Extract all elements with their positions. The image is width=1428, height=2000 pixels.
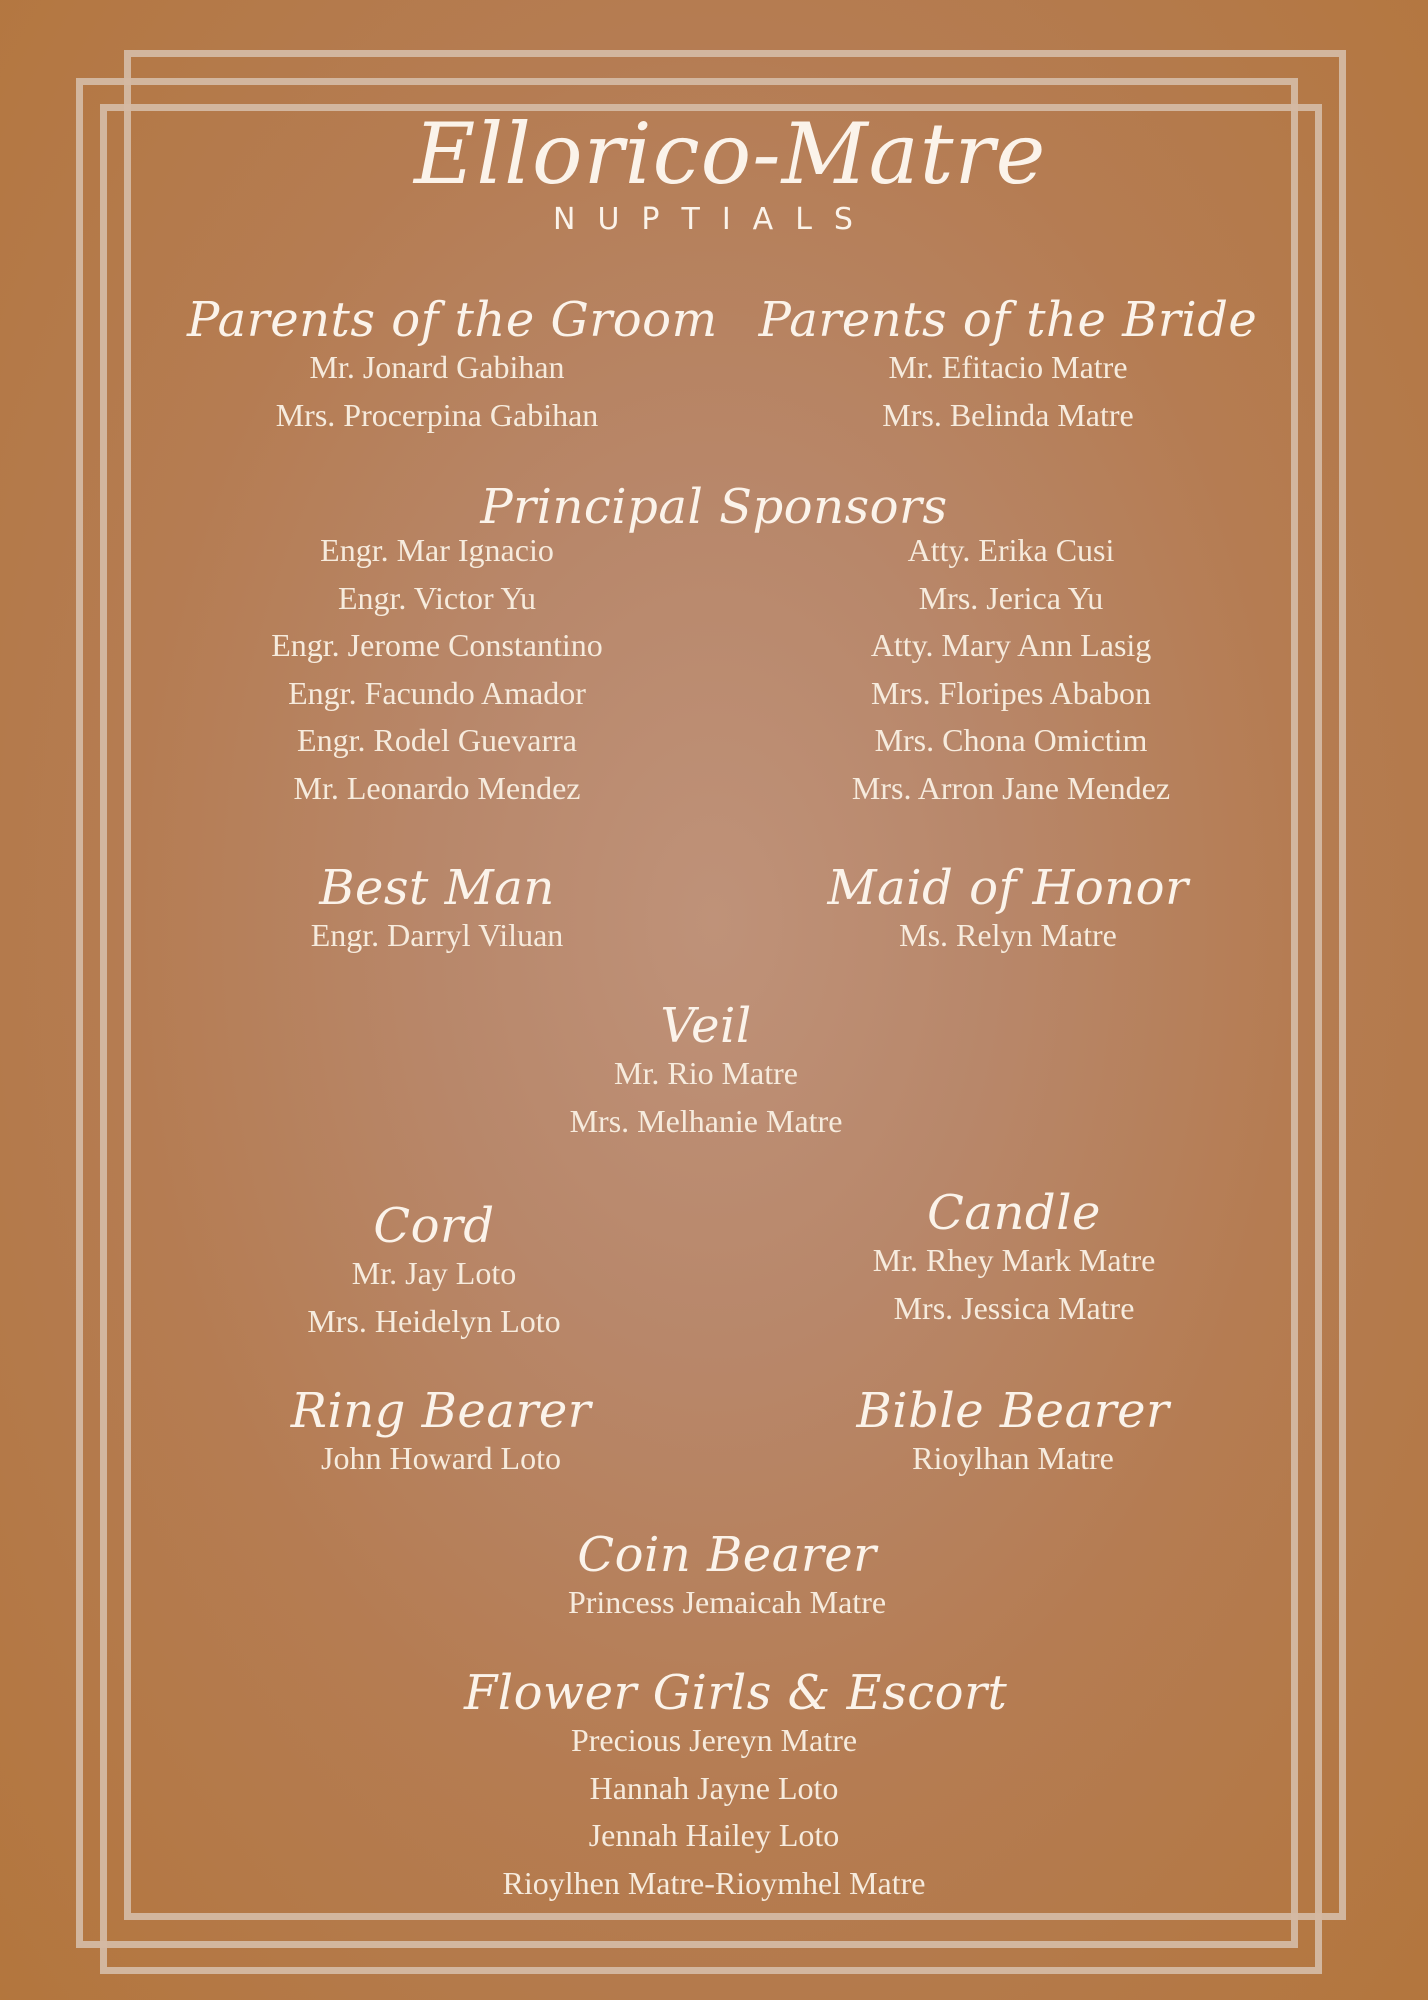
section-principal-sponsors-heading	[464, 479, 964, 535]
name-entry: Atty. Mary Ann Lasig	[870, 627, 1152, 663]
name-entry: Mrs. Chona Omictim	[874, 722, 1148, 758]
name-entry: Rioylhen Matre-Rioymhel Matre	[502, 1864, 926, 1901]
section-candle	[814, 1185, 1214, 1332]
name-entry: Mrs. Belinda Matre	[882, 396, 1134, 433]
principal-sponsors-left	[187, 527, 687, 812]
name-entry: Mr. Rhey Mark Matre	[872, 1242, 1156, 1278]
section-heading: Veil	[660, 998, 752, 1054]
name-list	[761, 527, 1261, 812]
section-flower-girls-escort	[464, 1665, 1008, 1907]
header	[414, 105, 1047, 237]
name-entry: Princess Jemaicah Matre	[567, 1584, 887, 1620]
section-ring-bearer	[241, 1383, 641, 1483]
name-list	[813, 1435, 1213, 1483]
name-list	[237, 912, 637, 960]
section-heading: Parents of the Groom	[187, 292, 718, 348]
name-entry: Mrs. Procerpina Gabihan	[275, 396, 599, 433]
name-entry: Engr. Darryl Viluan	[310, 917, 564, 953]
name-list	[814, 1237, 1214, 1332]
section-heading: Flower Girls & Escort	[464, 1665, 1008, 1721]
name-entry: Engr. Jerome Constantino	[271, 627, 603, 663]
name-list	[187, 527, 687, 812]
name-entry: Hannah Jayne Loto	[589, 1769, 839, 1806]
section-heading: Principal Sponsors	[480, 479, 948, 535]
section-maid-of-honor	[808, 860, 1208, 960]
name-entry: Mr. Efitacio Matre	[888, 349, 1128, 385]
name-list	[506, 1050, 906, 1145]
name-entry: Engr. Mar Ignacio	[320, 532, 554, 568]
name-entry: Mr. Jay Loto	[351, 1255, 517, 1291]
section-coin-bearer	[527, 1527, 927, 1627]
name-entry: Mrs. Jessica Matre	[893, 1289, 1135, 1326]
name-entry: Mrs. Arron Jane Mendez	[851, 769, 1171, 806]
section-parents-of-groom	[187, 292, 718, 439]
name-entry: Engr. Facundo Amador	[288, 674, 586, 711]
name-list	[758, 344, 1258, 439]
name-entry: Precious Jereyn Matre	[570, 1722, 858, 1758]
section-veil	[506, 998, 906, 1145]
section-parents-of-bride	[758, 292, 1258, 439]
name-list	[187, 344, 687, 439]
name-entry: Jennah Hailey Loto	[588, 1817, 840, 1853]
name-entry: Mrs. Jerica Yu	[918, 579, 1104, 616]
name-list	[241, 1435, 641, 1483]
name-entry: Mrs. Melhanie Matre	[569, 1102, 843, 1139]
couple-title: Ellorico-Matre	[414, 105, 1047, 203]
section-heading: Cord	[373, 1198, 495, 1254]
name-entry: Mrs. Heidelyn Loto	[307, 1302, 561, 1339]
name-entry: Engr. Rodel Guevarra	[297, 722, 577, 758]
name-entry: Mrs. Floripes Ababon	[871, 674, 1151, 711]
nuptials-subtitle: NUPTIALS	[553, 202, 875, 237]
section-heading: Maid of Honor	[827, 860, 1189, 916]
name-list	[527, 1579, 927, 1627]
section-heading: Ring Bearer	[290, 1383, 592, 1439]
section-heading: Candle	[927, 1185, 1101, 1241]
name-entry: Rioylhan Matre	[912, 1440, 1114, 1476]
section-cord	[234, 1198, 634, 1345]
section-heading: Coin Bearer	[577, 1527, 877, 1583]
section-heading: Best Man	[319, 860, 555, 916]
name-entry: Mr. Rio Matre	[614, 1055, 798, 1091]
name-entry: Engr. Victor Yu	[337, 579, 537, 616]
name-entry: Mr. Leonardo Mendez	[293, 769, 581, 806]
name-entry: John Howard Loto	[321, 1440, 561, 1476]
name-entry: Mr. Jonard Gabihan	[309, 349, 565, 385]
section-heading: Parents of the Bride	[758, 292, 1258, 348]
section-heading: Bible Bearer	[856, 1383, 1170, 1439]
principal-sponsors-right	[761, 527, 1261, 812]
name-list	[234, 1250, 634, 1345]
name-list	[808, 912, 1208, 960]
name-entry: Atty. Erika Cusi	[907, 532, 1115, 568]
section-bible-bearer	[813, 1383, 1213, 1483]
name-entry: Ms. Relyn Matre	[899, 917, 1117, 953]
section-best-man	[237, 860, 637, 960]
name-list	[464, 1717, 964, 1907]
